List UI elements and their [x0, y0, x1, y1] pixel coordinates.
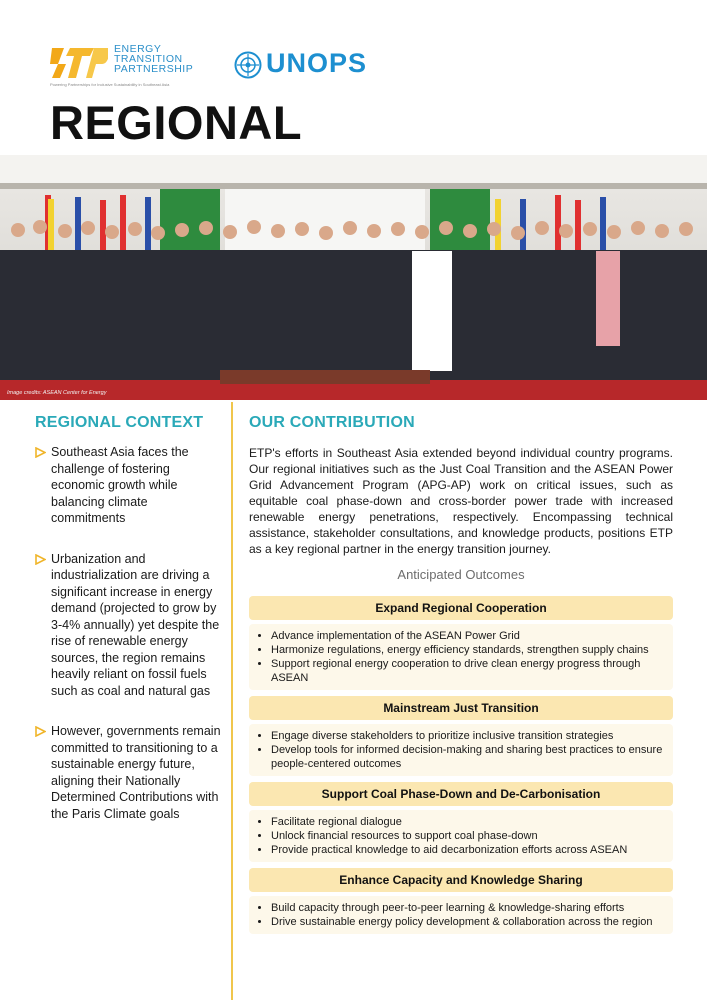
outcome-body-1 — [249, 624, 673, 690]
context-bullet-text-1: Southeast Asia faces the challenge of fostering economic growth while balancing climate commitments — [51, 445, 189, 525]
unops-logo — [234, 50, 404, 80]
outcome-3-item-3: • Provide practical knowledge to aid decarbonization efforts across ASEAN — [271, 843, 665, 857]
outcome-1-item-2: • Harmonize regulations, energy efficiency standards, strengthen supply chains — [271, 643, 665, 657]
unops-wordmark: UNOPS — [266, 48, 368, 78]
outcome-heading-1: Expand Regional Cooperation — [249, 596, 673, 620]
regional-context-section — [35, 414, 225, 822]
context-bullet-1 — [35, 444, 225, 527]
etp-logo — [50, 42, 215, 86]
outcome-2-item-1: • Engage diverse stakeholders to prioritize inclusive transition strategies — [271, 729, 665, 743]
page-title: REGIONAL — [50, 96, 303, 149]
outcome-2-item-2: • Develop tools for informed decision-making and sharing best practices to ensure people-centered outcomes — [271, 743, 665, 771]
context-bullet-text-3: However, governments remain committed to transitioning to a sustainable energy future, aligning their Nationally Determined Contributions with the Paris Climate goals — [51, 724, 221, 821]
etp-tagline: Powering Partnerships for Inclusive Sustainability in Southeast Asia — [50, 82, 170, 87]
outcome-heading-3: Support Coal Phase-Down and De-Carbonisation — [249, 782, 673, 806]
outcome-body-3 — [249, 810, 673, 862]
group-photo-illustration — [0, 155, 707, 400]
un-emblem-icon — [234, 51, 262, 79]
outcome-4-item-2: • Drive sustainable energy policy development & collaboration across the region — [271, 915, 665, 929]
triangle-bullet-icon — [35, 726, 46, 737]
outcome-3-item-1: • Facilitate regional dialogue — [271, 815, 665, 829]
outcome-3-item-2: • Unlock financial resources to support coal phase-down — [271, 829, 665, 843]
outcome-card-1 — [249, 596, 673, 690]
outcome-1-item-1: • Advance implementation of the ASEAN Power Grid — [271, 629, 665, 643]
header — [0, 0, 707, 150]
outcome-body-4 — [249, 896, 673, 934]
photo-credit: Image credits: ASEAN Center for Energy — [7, 390, 107, 396]
etp-logo-mark-icon — [50, 44, 108, 80]
contribution-paragraph: ETP's efforts in Southeast Asia extended beyond individual country programs. Our regional initiatives such as the Just Coal Transition and the ASEAN Power Grid Advancement Program (APG-AP) work on critical issues, such as equitable coal phase-down and cross-border power trade with increased renewable energy penetrations, respectively. Encompassing technical assistance, stakeholder consultations, and knowledge products, positions ETP as a key regional partner in the energy transition journey. — [249, 446, 673, 556]
triangle-bullet-icon — [35, 554, 46, 565]
column-divider — [231, 402, 233, 1000]
outcome-1-item-3: • Support regional energy cooperation to drive clean energy progress through ASEAN — [271, 657, 665, 685]
triangle-bullet-icon — [35, 447, 46, 458]
outcome-heading-4: Enhance Capacity and Knowledge Sharing — [249, 868, 673, 892]
etp-wordmark — [114, 44, 193, 74]
context-bullet-3 — [35, 723, 225, 822]
context-bullet-text-2: Urbanization and industrialization are driving a significant increase in energy demand (projected to grow by 3-4% annually) yet despite the rise of renewable energy sources, the region remains heavily reliant on fossil fuels such as coal and natural gas — [51, 551, 220, 698]
our-contribution-section — [249, 414, 673, 934]
etp-line-3: PARTNERSHIP — [114, 63, 194, 75]
outcome-card-4 — [249, 868, 673, 934]
our-contribution-title: OUR CONTRIBUTION — [249, 414, 415, 431]
group-photo — [0, 155, 707, 400]
outcome-body-2 — [249, 724, 673, 776]
regional-context-title: REGIONAL CONTEXT — [35, 414, 204, 431]
etp-line-1: ENERGY — [114, 43, 162, 55]
anticipated-outcomes-title: Anticipated Outcomes — [397, 567, 525, 582]
outcome-4-item-1: • Build capacity through peer-to-peer learning & knowledge-sharing efforts — [271, 901, 665, 915]
outcome-card-3 — [249, 782, 673, 862]
context-bullet-2 — [35, 551, 225, 700]
outcome-card-2 — [249, 696, 673, 776]
outcome-heading-2: Mainstream Just Transition — [249, 696, 673, 720]
etp-line-2: TRANSITION — [114, 53, 183, 65]
